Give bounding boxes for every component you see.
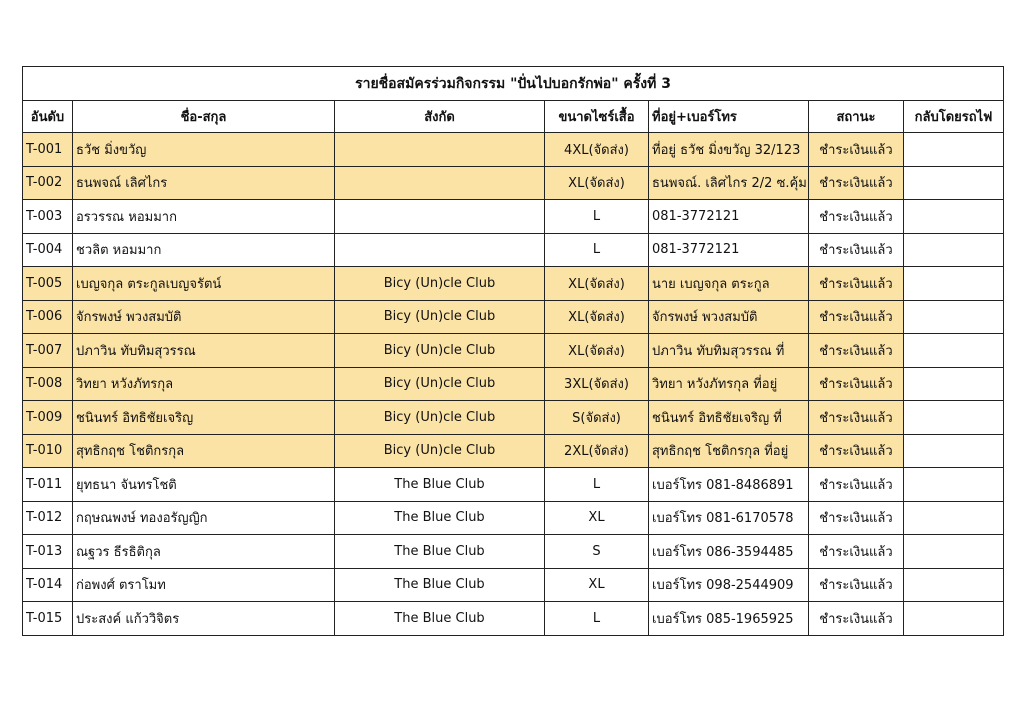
cell-contact: ปภาวิน ทับทิมสุวรรณ ที่ [649, 334, 809, 368]
cell-status: ชำระเงินแล้ว [809, 602, 904, 636]
cell-train-return [904, 133, 1004, 167]
column-header-shirt-size: ขนาดไซร์เสื้อ [545, 101, 649, 133]
cell-train-return [904, 535, 1004, 569]
table-row [23, 501, 1004, 535]
cell-contact: ธนพจณ์. เลิศไกร 2/2 ซ.คุ้ม [649, 166, 809, 200]
cell-train-return [904, 468, 1004, 502]
cell-rank: T-013 [23, 535, 73, 569]
table-row [23, 602, 1004, 636]
cell-train-return [904, 300, 1004, 334]
cell-status: ชำระเงินแล้ว [809, 300, 904, 334]
cell-shirt-size: 4XL(จัดส่ง) [545, 133, 649, 167]
table-row [23, 434, 1004, 468]
cell-train-return [904, 568, 1004, 602]
cell-club [335, 166, 545, 200]
table-row [23, 166, 1004, 200]
table-row [23, 334, 1004, 368]
registration-table [22, 66, 1004, 636]
cell-club [335, 233, 545, 267]
cell-status: ชำระเงินแล้ว [809, 401, 904, 435]
table-row [23, 200, 1004, 234]
table-body [23, 67, 1004, 636]
cell-shirt-size: S [545, 535, 649, 569]
cell-club: Bicy (Un)cle Club [335, 334, 545, 368]
title-row [23, 67, 1004, 101]
cell-rank: T-003 [23, 200, 73, 234]
cell-club: The Blue Club [335, 568, 545, 602]
cell-status: ชำระเงินแล้ว [809, 568, 904, 602]
cell-rank: T-007 [23, 334, 73, 368]
table-row [23, 367, 1004, 401]
cell-rank: T-009 [23, 401, 73, 435]
cell-train-return [904, 434, 1004, 468]
table-row [23, 267, 1004, 301]
cell-club: The Blue Club [335, 602, 545, 636]
column-header-train-return: กลับโดยรถไฟ [904, 101, 1004, 133]
cell-contact: เบอร์โทร 081-6170578 [649, 501, 809, 535]
table-row [23, 568, 1004, 602]
cell-status: ชำระเงินแล้ว [809, 200, 904, 234]
cell-contact: วิทยา หวังภัทรกุล ที่อยู่ [649, 367, 809, 401]
cell-name: ยุทธนา จันทรโชติ [73, 468, 335, 502]
cell-club: Bicy (Un)cle Club [335, 401, 545, 435]
table-row [23, 468, 1004, 502]
cell-train-return [904, 200, 1004, 234]
column-header-rank: อันดับ [23, 101, 73, 133]
cell-status: ชำระเงินแล้ว [809, 501, 904, 535]
cell-contact: นาย เบญจกุล ตระกูล [649, 267, 809, 301]
cell-club: Bicy (Un)cle Club [335, 300, 545, 334]
cell-train-return [904, 267, 1004, 301]
cell-status: ชำระเงินแล้ว [809, 233, 904, 267]
table-row [23, 133, 1004, 167]
cell-train-return [904, 233, 1004, 267]
cell-status: ชำระเงินแล้ว [809, 133, 904, 167]
cell-contact: เบอร์โทร 086-3594485 [649, 535, 809, 569]
cell-rank: T-008 [23, 367, 73, 401]
table-row [23, 233, 1004, 267]
cell-club: Bicy (Un)cle Club [335, 434, 545, 468]
cell-status: ชำระเงินแล้ว [809, 434, 904, 468]
cell-name: ธวัช มิ่งขวัญ [73, 133, 335, 167]
cell-status: ชำระเงินแล้ว [809, 267, 904, 301]
cell-shirt-size: XL(จัดส่ง) [545, 166, 649, 200]
header-row [23, 101, 1004, 133]
cell-name: ประสงค์ แก้ววิจิตร [73, 602, 335, 636]
cell-train-return [904, 367, 1004, 401]
cell-rank: T-002 [23, 166, 73, 200]
cell-rank: T-011 [23, 468, 73, 502]
cell-contact: เบอร์โทร 098-2544909 [649, 568, 809, 602]
cell-shirt-size: L [545, 233, 649, 267]
cell-shirt-size: XL(จัดส่ง) [545, 334, 649, 368]
cell-club: The Blue Club [335, 501, 545, 535]
table-row [23, 401, 1004, 435]
cell-shirt-size: 2XL(จัดส่ง) [545, 434, 649, 468]
cell-train-return [904, 334, 1004, 368]
cell-name: วิทยา หวังภัทรกุล [73, 367, 335, 401]
cell-contact: เบอร์โทร 081-8486891 [649, 468, 809, 502]
cell-club [335, 133, 545, 167]
cell-contact: ที่อยู่ ธวัช มิ่งขวัญ 32/123 [649, 133, 809, 167]
cell-shirt-size: XL [545, 501, 649, 535]
cell-status: ชำระเงินแล้ว [809, 166, 904, 200]
cell-name: สุทธิกฤช โชติกรกุล [73, 434, 335, 468]
cell-club [335, 200, 545, 234]
cell-rank: T-015 [23, 602, 73, 636]
cell-rank: T-012 [23, 501, 73, 535]
cell-status: ชำระเงินแล้ว [809, 468, 904, 502]
cell-contact: ชนินทร์ อิทธิชัยเจริญ ที่ [649, 401, 809, 435]
column-header-status: สถานะ [809, 101, 904, 133]
cell-train-return [904, 166, 1004, 200]
table-row [23, 535, 1004, 569]
cell-shirt-size: 3XL(จัดส่ง) [545, 367, 649, 401]
cell-club: Bicy (Un)cle Club [335, 267, 545, 301]
cell-name: อรวรรณ หอมมาก [73, 200, 335, 234]
cell-shirt-size: XL [545, 568, 649, 602]
cell-name: ชวลิต หอมมาก [73, 233, 335, 267]
cell-name: จักรพงษ์ พวงสมบัติ [73, 300, 335, 334]
cell-status: ชำระเงินแล้ว [809, 334, 904, 368]
cell-rank: T-005 [23, 267, 73, 301]
cell-name: ชนินทร์ อิทธิชัยเจริญ [73, 401, 335, 435]
cell-train-return [904, 401, 1004, 435]
cell-shirt-size: S(จัดส่ง) [545, 401, 649, 435]
column-header-name: ชื่อ-สกุล [73, 101, 335, 133]
cell-rank: T-006 [23, 300, 73, 334]
cell-rank: T-010 [23, 434, 73, 468]
cell-shirt-size: L [545, 200, 649, 234]
table-title: รายชื่อสมัครร่วมกิจกรรม "ปั่นไปบอกรักพ่อ" ครั้งที่ 3 [23, 67, 1004, 101]
cell-club: Bicy (Un)cle Club [335, 367, 545, 401]
table-row [23, 300, 1004, 334]
cell-name: ก่อพงศ์ ตราโมท [73, 568, 335, 602]
cell-train-return [904, 602, 1004, 636]
cell-contact: 081-3772121 [649, 233, 809, 267]
cell-status: ชำระเงินแล้ว [809, 367, 904, 401]
cell-contact: 081-3772121 [649, 200, 809, 234]
cell-name: กฤษณพงษ์ ทองอรัญญิก [73, 501, 335, 535]
cell-name: ปภาวิน ทับทิมสุวรรณ [73, 334, 335, 368]
cell-shirt-size: L [545, 468, 649, 502]
cell-shirt-size: L [545, 602, 649, 636]
column-header-club: สังกัด [335, 101, 545, 133]
cell-rank: T-004 [23, 233, 73, 267]
cell-contact: จักรพงษ์ พวงสมบัติ [649, 300, 809, 334]
cell-rank: T-001 [23, 133, 73, 167]
cell-club: The Blue Club [335, 468, 545, 502]
cell-contact: เบอร์โทร 085-1965925 [649, 602, 809, 636]
cell-status: ชำระเงินแล้ว [809, 535, 904, 569]
column-header-contact: ที่อยู่+เบอร์โทร [649, 101, 809, 133]
cell-rank: T-014 [23, 568, 73, 602]
cell-name: ณฐวร ธีรธิติกุล [73, 535, 335, 569]
cell-contact: สุทธิกฤช โชติกรกุล ที่อยู่ [649, 434, 809, 468]
cell-shirt-size: XL(จัดส่ง) [545, 267, 649, 301]
cell-train-return [904, 501, 1004, 535]
cell-club: The Blue Club [335, 535, 545, 569]
cell-name: เบญจกุล ตระกูลเบญจรัตน์ [73, 267, 335, 301]
cell-name: ธนพจณ์ เลิศไกร [73, 166, 335, 200]
cell-shirt-size: XL(จัดส่ง) [545, 300, 649, 334]
